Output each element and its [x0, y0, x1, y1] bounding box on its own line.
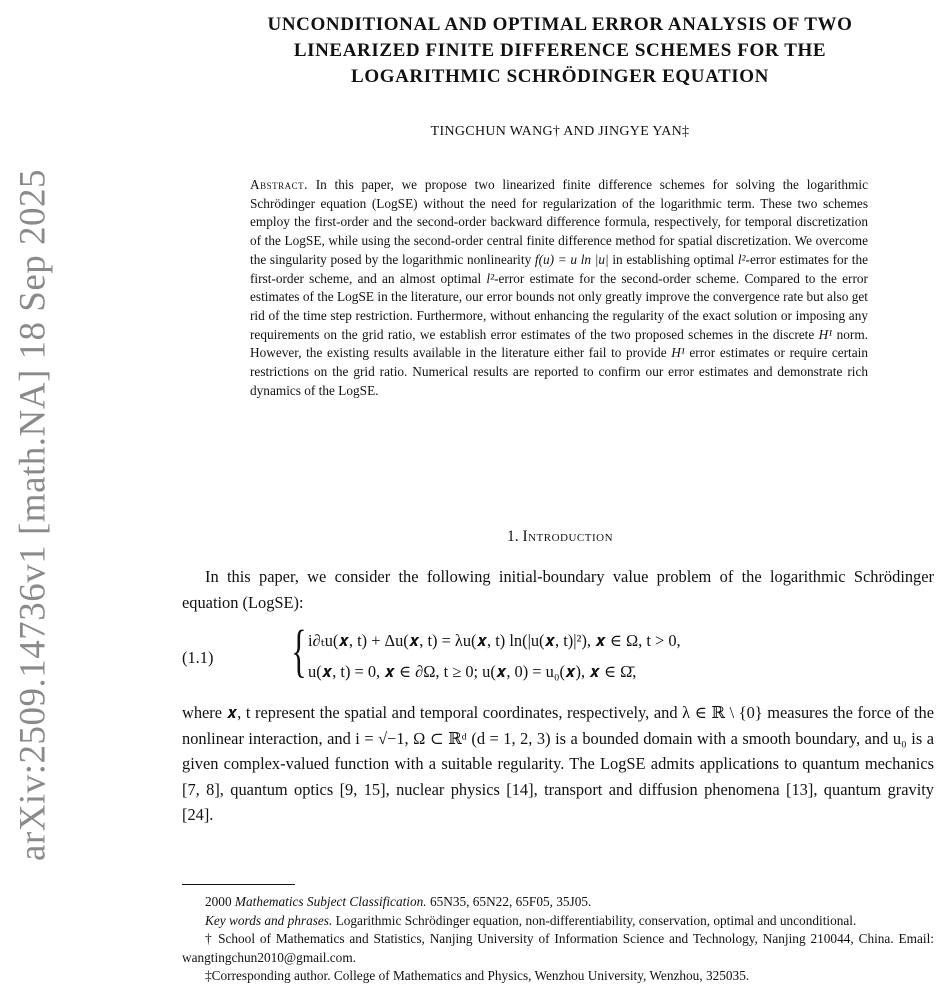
title-line-1: UNCONDITIONAL AND OPTIMAL ERROR ANALYSIS OF TWO	[267, 14, 853, 35]
arxiv-identifier-stamp	[0, 0, 62, 1000]
intro-paragraph-2: where 𝒙, t represent the spatial and temporal coordinates, respectively, and λ ∈ ℝ \ {0} measures the force of the nonlinear interaction, and i = √−1, Ω ⊂ ℝᵈ (d = 1, 2, 3) is a bounded domain with a smooth boundary, and u₀ is a given complex-valued function with a suitable regularity. The LogSE admits applications to quantum mechanics [7, 8], quantum optics [9, 15], nuclear physics [14], transport and diffusion phenomena [13], quantum gravity [24].	[182, 703, 934, 824]
abstract-text-e: norm. However, the existing results available in the literature either fail to provide	[250, 326, 868, 361]
title-line-2: LINEARIZED FINITE DIFFERENCE SCHEMES FOR THE	[293, 40, 827, 61]
equation-line-2: u(𝒙, t) = 0, 𝒙 ∈ ∂Ω, t ≥ 0; u(𝒙, 0) = u₀(𝒙), 𝒙 ∈ Ω̄,	[308, 662, 637, 681]
msc-codes: 65N35, 65N22, 65F05, 35J05.	[429, 894, 592, 909]
abstract-math-l2b: l²	[486, 270, 495, 286]
abstract-math-h1a: H¹	[818, 326, 833, 342]
keywords-text: Logarithmic Schrödinger equation, non-differentiability, conservation, optimal and unconditional.	[335, 912, 857, 928]
footnote-affiliation-2: ‡Corresponding author. College of Mathematics and Physics, Wenzhou University, Wenzhou, 325035.	[205, 968, 750, 984]
footnotes	[182, 893, 934, 986]
footnote-rule	[182, 884, 295, 885]
footnote-affiliation-1: † School of Mathematics and Statistics, Nanjing University of Information Science and Technology, Nanjing 210044, China. Email: wangtingchun2010@gmail.com.	[182, 931, 934, 965]
intro-paragraph-1: In this paper, we consider the following initial-boundary value problem of the logarithmic Schrödinger equation (LogSE):	[182, 567, 934, 612]
abstract-text-c: -error estimates for the first-order scheme, and an almost optimal	[250, 251, 869, 286]
abstract-label: Abstract.	[250, 177, 308, 192]
title-line-3: LOGARITHMIC SCHRÖDINGER EQUATION	[351, 66, 769, 87]
paper-authors: TINGCHUN WANG† AND JINGYE YAN‡	[430, 124, 690, 139]
keywords-label: Key words and phrases.	[205, 912, 333, 928]
section-heading	[180, 528, 940, 546]
abstract-text-d: -error estimate for the second-order scheme. Compared to the error estimates of the LogSE in the literature, our error bounds not only greatly improve the convergence rate but also get rid of the time step restriction. Furthermore, without enhancing the regularity of the exact solution or imposing any requirements on the grid ratio, we establish error estimates of the two proposed schemes in the discrete	[250, 270, 868, 342]
equation-1-1	[182, 618, 934, 688]
abstract-text-b: in establishing optimal	[612, 251, 735, 267]
abstract-text-f: error estimates or require certain restrictions on the grid ratio. Numerical results are reported to confirm our error estimates and demonstrate rich dynamics of the LogSE.	[250, 345, 868, 398]
abstract-math-h1b: H¹	[671, 345, 685, 361]
equation-line-1: i∂ₜu(𝒙, t) + Δu(𝒙, t) = λu(𝒙, t) ln(|u(𝒙, t)|²), 𝒙 ∈ Ω, t > 0,	[308, 631, 681, 650]
section-number: 1.	[506, 528, 519, 545]
footnote-keywords	[182, 912, 934, 931]
abstract	[250, 176, 868, 400]
msc-prefix: 2000	[205, 894, 232, 909]
abstract-text-a: In this paper, we propose two linearized finite difference schemes for solving the logarithmic Schrödinger equation (LogSE) without the need for regularization of the logarithmic term. These two schemes employ the first-order and the second-order backward difference formula, respectively, for temporal discretization of the LogSE, while using the second-order central finite difference method for spatial discretization. We overcome the singularity posed by the logarithmic nonlinearity	[250, 177, 868, 267]
paper-title	[180, 12, 940, 90]
section-title: Introduction	[522, 528, 614, 545]
abstract-math-f: f(u) = u ln |u|	[534, 251, 609, 267]
equation-brace: {	[291, 618, 307, 683]
arxiv-id-text: arXiv:2509.14736v1 [math.NA] 18 Sep 2025	[12, 168, 54, 862]
equation-number: (1.1)	[182, 648, 214, 667]
footnote-msc	[182, 893, 934, 912]
msc-label: Mathematics Subject Classification.	[234, 894, 427, 909]
abstract-math-l2a: l²	[737, 251, 746, 267]
